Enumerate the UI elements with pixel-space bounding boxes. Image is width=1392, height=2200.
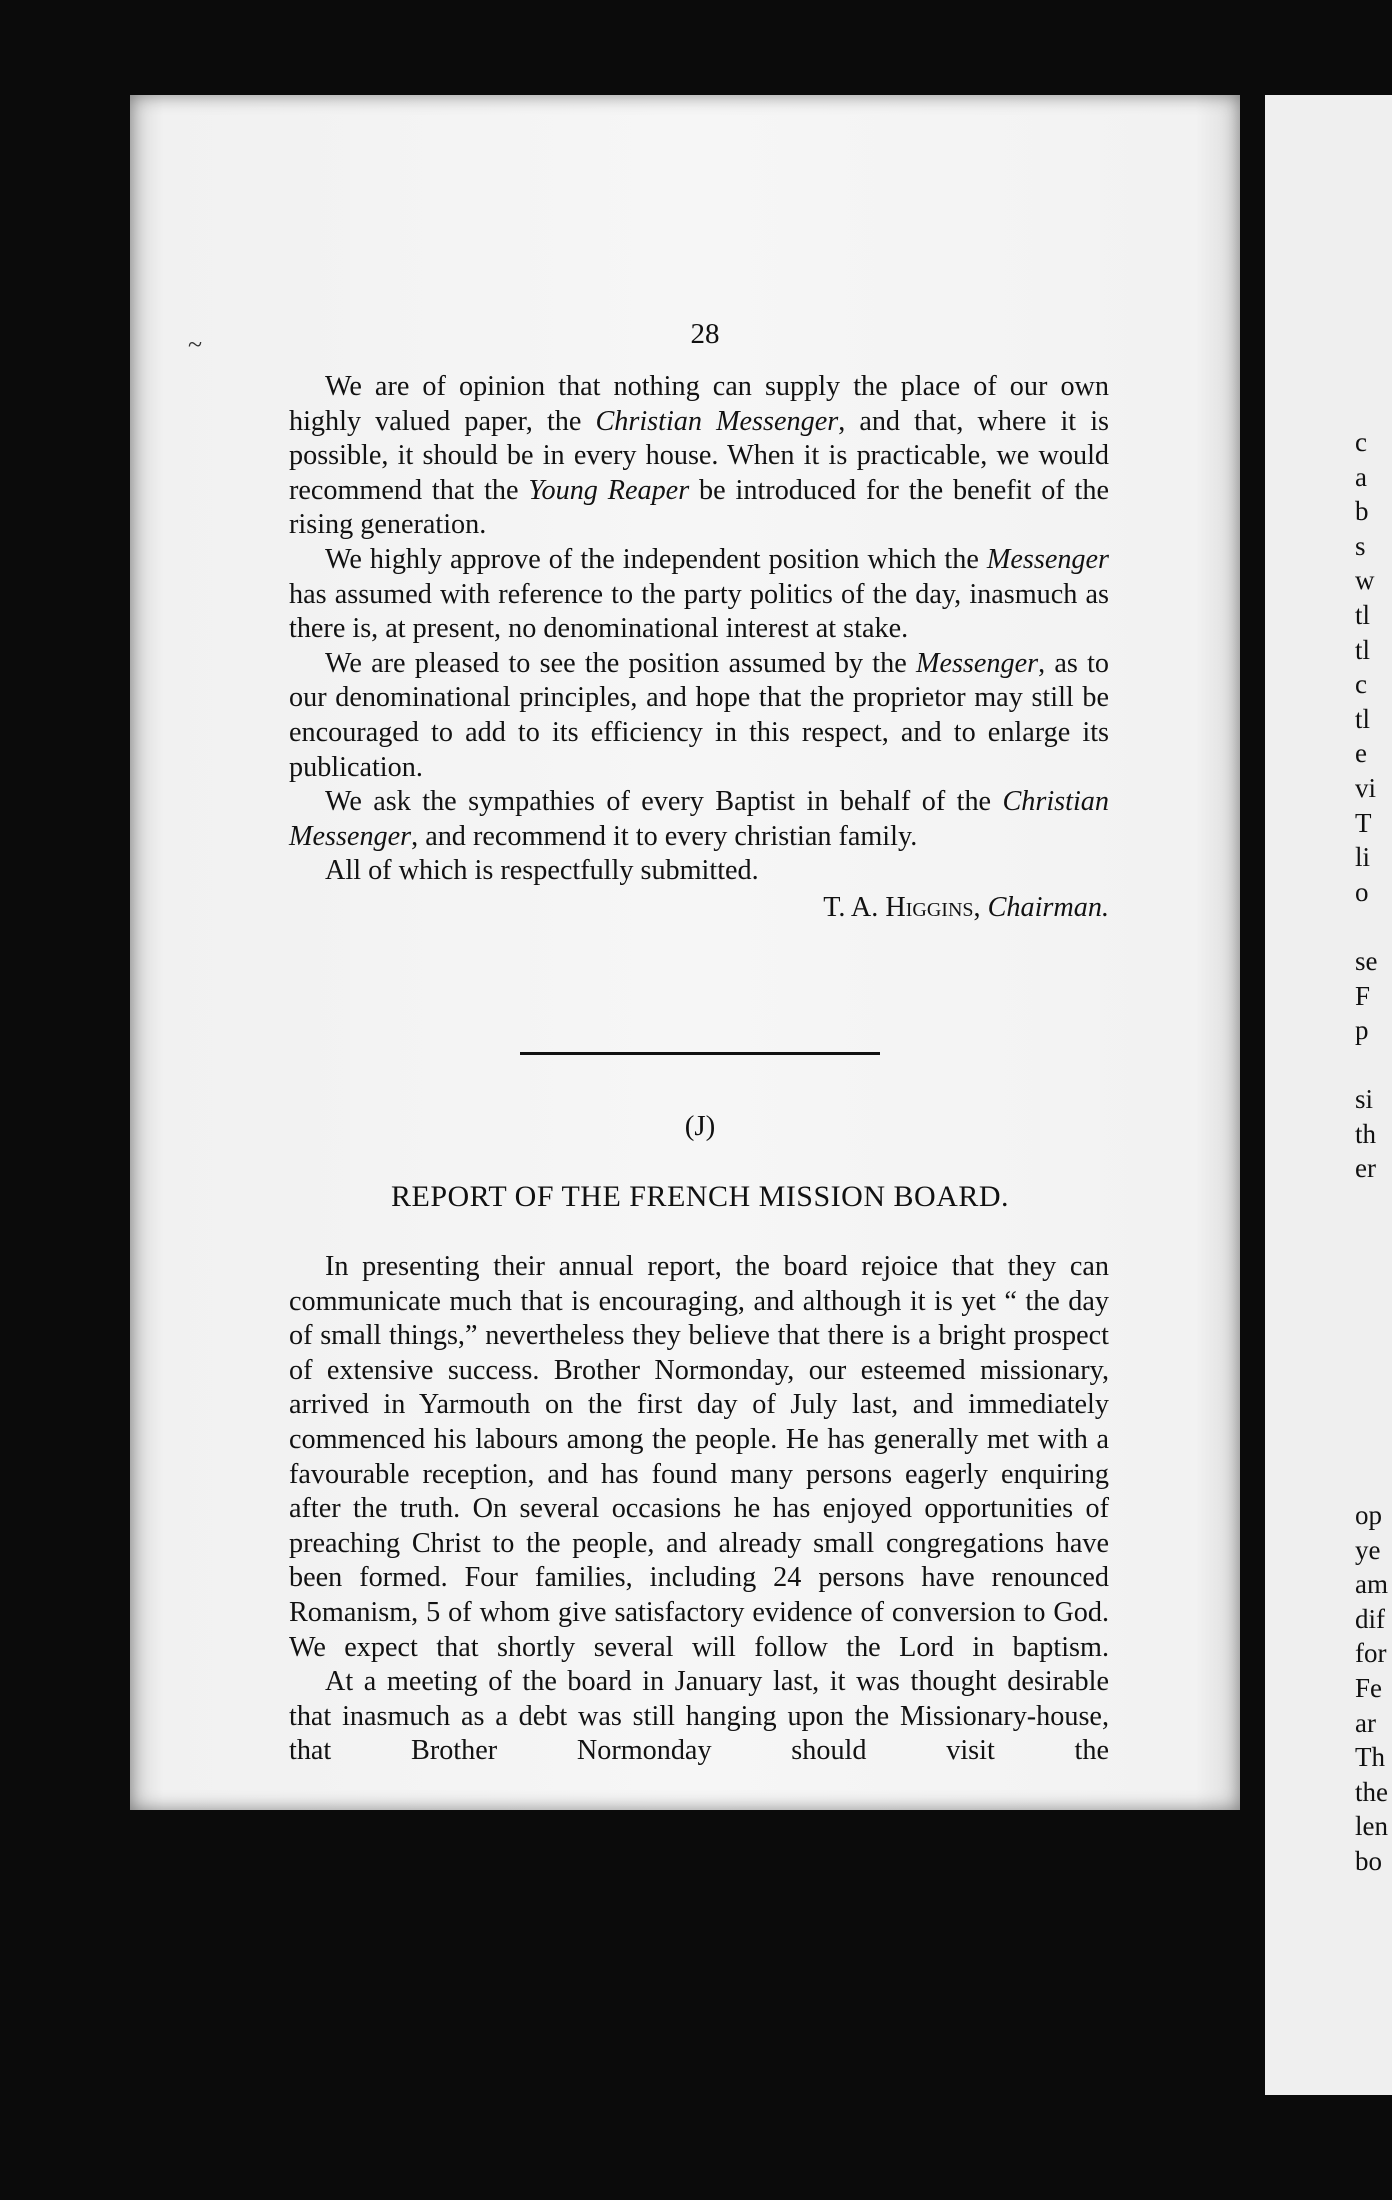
text-run: We highly approve of the independent position which the (325, 543, 987, 575)
paragraph-messenger-opinion (289, 370, 1109, 543)
adjacent-page-fragment: o (1355, 876, 1369, 907)
adjacent-page-fragment: w (1355, 565, 1375, 596)
signature-line: T. A. Higgins, Chairman. (823, 891, 1109, 923)
adjacent-page-fragment: tl (1355, 703, 1371, 734)
periodical-title: Christian Messenger (289, 786, 1109, 852)
paragraph-annual-report: In presenting their annual report, the board rejoice that they can communicate much that is encouraging, and although it is yet “ the day of small things,” nevertheless they believe that there is a bright prospect of extensive success. Brother Normonday, our esteemed missionary, arrived in Yarmouth on the first day of July last, and immediately commenced his labours among the people. He has generally met with a favourable reception, and has found many persons eagerly enquiring after the truth. On several occasions he has enjoyed opportunities of preaching Christ to the people, and already small congregations have been formed. Four families, including 24 persons have renounced Romanism, 5 of whom give satisfactory evidence of conversion to God. We expect that shortly several will follow the Lord in baptism. (289, 1251, 1109, 1663)
paragraph-independent-position (289, 543, 1109, 647)
paragraph-denominational-principles (289, 647, 1109, 785)
text-run: , as to our denominational principles, and hope that the proprietor may still be encouraged to add to its efficiency in this respect, and to enlarge its publication. (289, 647, 1109, 783)
periodical-title: Christian Messenger (595, 405, 839, 437)
adjacent-page-fragment: len (1355, 1811, 1388, 1842)
adjacent-page-fragment: op (1355, 1500, 1382, 1530)
adjacent-page-fragment: am (1355, 1569, 1388, 1600)
adjacent-page-fragment: Fe (1355, 1672, 1382, 1703)
periodical-title: Messenger (915, 647, 1039, 679)
text-run: has assumed with reference to the party politics of the day, inasmuch as there is, at present, no denominational interest at stake. (289, 578, 1109, 645)
adjacent-page-fragment (1355, 909, 1392, 944)
adjacent-page-fragment: Th (1355, 1742, 1385, 1773)
margin-mark: ~ (188, 330, 203, 359)
signatory-name: T. A. Higgins (823, 891, 974, 923)
committee-report-text (289, 370, 1109, 926)
adjacent-page-fragment: a (1355, 461, 1367, 492)
adjacent-page-fragment: c (1355, 427, 1367, 457)
adjacent-page-fragment: ye (1355, 1534, 1381, 1565)
adjacent-page-fragment: vi (1355, 772, 1377, 803)
adjacent-page-fragment (1355, 1048, 1392, 1083)
section-letter: (J) (684, 1110, 716, 1142)
adjacent-page-fragment: e (1355, 738, 1367, 769)
adjacent-page-fragment: for (1355, 1638, 1387, 1669)
text-run: We ask the sympathies of every Baptist in behalf of the (325, 786, 1003, 818)
page-number: 28 (690, 318, 720, 350)
adjacent-page-fragment: T (1355, 807, 1372, 838)
text-run: be introduced for the benefit of the rising generation. (289, 474, 1109, 541)
adjacent-page-fragments-top (1355, 425, 1392, 1186)
adjacent-page-fragment: s (1355, 530, 1366, 561)
adjacent-page-fragment: bo (1355, 1845, 1382, 1876)
section-divider (520, 1052, 880, 1055)
adjacent-page-fragment: th (1355, 1118, 1377, 1149)
adjacent-page-fragment: F (1355, 980, 1371, 1011)
adjacent-page-fragment: se (1355, 945, 1378, 976)
paragraph-board-meeting: At a meeting of the board in January last, it was thought desirable that inasmuch as a debt was still hanging upon the Missionary-house, that Brother Normonday should visit the (289, 1666, 1109, 1767)
text-run: , and recommend it to every christian family. (411, 820, 918, 852)
adjacent-page-fragment: dif (1355, 1603, 1385, 1634)
adjacent-page-fragment: tl (1355, 599, 1371, 630)
adjacent-page-fragment: si (1355, 1084, 1374, 1115)
french-mission-report-text (289, 1250, 1109, 1769)
text-run: , and that, where it is possible, it should be in every house. When it is practicable, we would recommend that the (289, 405, 1109, 506)
adjacent-page-fragment: b (1355, 496, 1369, 527)
signatory-title: Chairman. (987, 891, 1109, 923)
periodical-title: Messenger (986, 543, 1109, 575)
adjacent-page-fragment: li (1355, 842, 1371, 873)
adjacent-page-fragment: c (1355, 669, 1367, 700)
adjacent-page-fragment: tl (1355, 634, 1371, 665)
section-title: REPORT OF THE FRENCH MISSION BOARD. (390, 1180, 1010, 1213)
adjacent-page-fragments-bottom (1355, 1498, 1392, 1879)
text-run: We are pleased to see the position assumed by the (325, 647, 916, 679)
text-run: We are of opinion that nothing can supply the place of our own highly valued paper, the (289, 371, 1109, 437)
adjacent-page-fragment: the (1355, 1776, 1388, 1807)
adjacent-page-fragment: p (1355, 1015, 1369, 1046)
paragraph-submitted: All of which is respectfully submitted. (325, 855, 759, 887)
periodical-title: Young Reaper (528, 474, 690, 506)
adjacent-page-fragment: er (1355, 1153, 1376, 1184)
paragraph-sympathies (289, 785, 1109, 854)
adjacent-page-fragment: ar (1355, 1707, 1376, 1738)
